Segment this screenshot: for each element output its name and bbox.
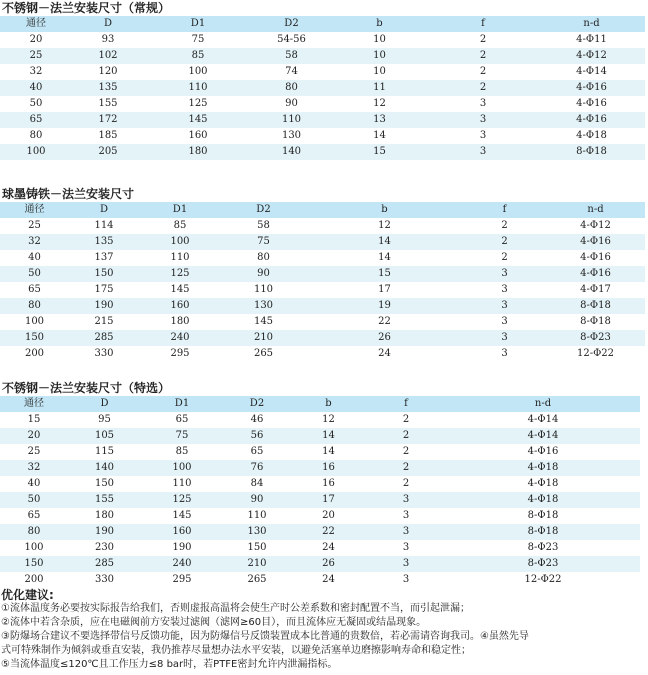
table-cell: 4-Φ16 — [527, 446, 559, 457]
note-line: ③防爆场合建议不要选择带信号反馈功能，因为防爆信号反馈装置成本比普通的贵数倍，若必需请咨询我司。④虽然先导 — [1, 631, 529, 642]
table-cell: 8-Φ18 — [546, 298, 645, 314]
table-cell: 135 — [69, 234, 139, 250]
table-cell: 65 — [0, 112, 72, 128]
table-cell: 3 — [463, 330, 546, 346]
table-cell: 100 — [24, 542, 44, 553]
table-cell: 50 — [29, 98, 43, 109]
table-cell: 190 — [69, 298, 139, 314]
column-header: n-d — [538, 16, 645, 32]
table-cell: 4-Φ18 — [527, 478, 559, 489]
table-cell: 12 — [373, 98, 386, 109]
table-cell: 150 — [0, 556, 68, 572]
table-cell: 76 — [223, 460, 291, 476]
table-cell: 32 — [0, 234, 69, 250]
table-cell: 3 — [366, 524, 446, 540]
flange-table — [0, 396, 640, 588]
column-header: b — [291, 396, 366, 412]
table-cell: 3 — [463, 298, 546, 314]
table-cell: 16 — [291, 460, 366, 476]
table-cell: 110 — [172, 478, 192, 489]
table-row — [0, 80, 645, 96]
table-cell: 14 — [291, 428, 366, 444]
table-cell: 12 — [378, 220, 391, 231]
table-cell: 40 — [28, 252, 41, 263]
table-cell: 20 — [322, 510, 335, 521]
table-cell: 15 — [306, 266, 463, 282]
table-cell: 24 — [322, 574, 335, 585]
table-cell: 110 — [170, 252, 190, 263]
table-cell: 190 — [68, 524, 141, 540]
table-cell: 4-Φ11 — [576, 34, 607, 45]
table-row — [0, 218, 645, 234]
table-cell: 84 — [250, 478, 264, 489]
table-cell: 14 — [373, 130, 386, 141]
table-cell: 140 — [68, 460, 141, 476]
table-cell: 25 — [27, 446, 41, 457]
table-cell: 8-Φ18 — [538, 144, 645, 160]
table-header-row — [0, 202, 645, 218]
column-header: f — [463, 202, 546, 218]
table-cell: 3 — [501, 348, 508, 359]
table-cell: 22 — [378, 316, 391, 327]
column-header: D — [72, 16, 144, 32]
column-header: n-d — [546, 202, 645, 218]
table-cell: 110 — [144, 80, 252, 96]
table-cell: 12 — [322, 414, 335, 425]
table-cell: 75 — [191, 34, 205, 45]
table-cell: 12-Φ22 — [524, 574, 562, 585]
table-cell: 2 — [366, 460, 446, 476]
table-cell: 190 — [172, 542, 192, 553]
table-row — [0, 540, 640, 556]
table-cell: 65 — [175, 414, 189, 425]
table-cell: 205 — [72, 144, 144, 160]
table-cell: 295 — [172, 574, 192, 585]
table-cell: 80 — [29, 130, 43, 141]
table-cell: 145 — [253, 316, 274, 327]
table-row — [0, 96, 645, 112]
column-header: D2 — [223, 396, 291, 412]
table-cell: 2 — [501, 220, 508, 231]
table-cell: 10 — [373, 66, 386, 77]
table-cell: 3 — [402, 574, 410, 585]
table-cell: 4-Φ14 — [527, 414, 559, 425]
column-header: 通径 — [0, 396, 68, 412]
table-cell: 3 — [366, 492, 446, 508]
table-cell: 105 — [68, 428, 141, 444]
table-cell: 4-Φ16 — [580, 252, 611, 263]
table-cell: 100 — [0, 144, 72, 160]
table-cell: 130 — [223, 524, 291, 540]
table-cell: 125 — [141, 492, 223, 508]
table-cell: 4-Φ12 — [538, 48, 645, 64]
table-cell: 8-Φ23 — [546, 330, 645, 346]
table-cell: 3 — [479, 130, 487, 141]
table-row — [0, 298, 645, 314]
section-title: 不锈钢－法兰安装尺寸（特选） — [2, 381, 171, 395]
note-line: 式可特殊制作为倾斜或垂直安装，我仍推荐尽量想办法水平安装，以避免活塞单边磨擦影响寿命和稳定性； — [1, 645, 471, 656]
table-cell: 8-Φ18 — [446, 524, 640, 540]
table-cell: 58 — [257, 220, 270, 231]
section-title: 不锈钢－法兰安装尺寸（常规） — [2, 1, 171, 15]
flange-table-stainless-standard — [0, 0, 645, 160]
table-cell: 65 — [250, 446, 264, 457]
table-cell: 15 — [27, 414, 41, 425]
column-header: 通径 — [0, 16, 72, 32]
table-cell: 330 — [94, 348, 114, 359]
table-cell: 200 — [24, 348, 45, 359]
table-cell: 3 — [479, 98, 487, 109]
table-cell: 95 — [98, 414, 111, 425]
table-cell: 150 — [94, 478, 115, 489]
table-cell: 26 — [306, 330, 463, 346]
table-row — [0, 250, 645, 266]
table-cell: 160 — [141, 524, 223, 540]
table-cell: 210 — [221, 330, 306, 346]
table-cell: 50 — [0, 266, 69, 282]
table-row — [0, 346, 645, 362]
table-cell: 180 — [94, 510, 115, 521]
table-cell: 25 — [28, 220, 41, 231]
table-row — [0, 48, 645, 64]
table-cell: 110 — [253, 284, 274, 295]
table-cell: 160 — [188, 130, 208, 141]
table-cell: 115 — [94, 446, 115, 457]
table-row — [0, 524, 640, 540]
note-line: ⑤当流体温度≤120℃且工作压力≤8 bar时，若PTFE密封允许内泄漏指标。 — [1, 659, 338, 670]
column-header: D — [68, 396, 141, 412]
table-cell: 155 — [98, 98, 118, 109]
table-cell: 4-Φ14 — [446, 428, 640, 444]
table-cell: 200 — [24, 574, 44, 585]
table-cell: 4-Φ16 — [546, 266, 645, 282]
table-row — [0, 144, 645, 160]
table-cell: 150 — [69, 266, 139, 282]
table-cell: 3 — [463, 266, 546, 282]
optimization-notes — [0, 588, 648, 672]
table-cell: 3 — [428, 112, 538, 128]
table-cell: 10 — [331, 48, 428, 64]
table-cell: 10 — [373, 34, 386, 45]
table-cell: 125 — [139, 266, 221, 282]
table-cell: 4-Φ12 — [580, 220, 611, 231]
column-header: f — [428, 16, 538, 32]
table-cell: 14 — [378, 252, 391, 263]
table-cell: 3 — [402, 542, 410, 553]
table-cell: 40 — [27, 478, 41, 489]
table-cell: 26 — [291, 556, 366, 572]
flange-table-ductile-iron — [0, 186, 645, 362]
column-header: D1 — [144, 16, 252, 32]
table-cell: 230 — [94, 542, 115, 553]
flange-table-stainless-special — [0, 380, 640, 588]
table-row — [0, 112, 645, 128]
table-cell: 114 — [94, 220, 114, 231]
table-cell: 20 — [29, 34, 43, 45]
table-cell: 13 — [331, 112, 428, 128]
table-cell: 4-Φ16 — [538, 112, 645, 128]
column-header: 通径 — [0, 202, 69, 218]
table-cell: 137 — [94, 252, 114, 263]
table-row — [0, 492, 640, 508]
table-cell: 2 — [463, 234, 546, 250]
table-cell: 54-56 — [277, 34, 306, 45]
table-cell: 240 — [141, 556, 223, 572]
table-cell: 25 — [0, 48, 72, 64]
table-cell: 130 — [281, 130, 302, 141]
table-cell: 80 — [252, 80, 331, 96]
table-cell: 2 — [402, 446, 410, 457]
table-cell: 14 — [306, 234, 463, 250]
table-cell: 2 — [366, 428, 446, 444]
table-cell: 75 — [141, 428, 223, 444]
table-row — [0, 428, 640, 444]
table-cell: 150 — [0, 330, 69, 346]
table-cell: 2 — [501, 252, 508, 263]
table-row — [0, 282, 645, 298]
table-cell: 155 — [68, 492, 141, 508]
note-line: ①流体温度务必要按实际报告给我们，否则虚报高温将会使生产时公差系数和密封配置不当，而引起泄漏； — [1, 603, 470, 614]
table-cell: 24 — [378, 348, 391, 359]
column-header: n-d — [446, 396, 640, 412]
table-cell: 285 — [69, 330, 139, 346]
table-cell: 8-Φ18 — [527, 510, 559, 521]
table-cell: 2 — [428, 80, 538, 96]
table-row — [0, 330, 645, 346]
table-cell: 74 — [285, 66, 298, 77]
table-cell: 145 — [170, 284, 190, 295]
table-header-row — [0, 16, 645, 32]
table-cell: 175 — [94, 284, 114, 295]
table-cell: 3 — [402, 510, 410, 521]
table-cell: 4-Φ18 — [446, 492, 640, 508]
table-row — [0, 266, 645, 282]
table-cell: 4-Φ14 — [576, 66, 607, 77]
table-cell: 2 — [428, 48, 538, 64]
flange-table — [0, 16, 645, 160]
table-cell: 185 — [98, 130, 118, 141]
table-cell: 4-Φ18 — [446, 460, 640, 476]
table-cell: 24 — [322, 542, 335, 553]
table-cell: 56 — [223, 428, 291, 444]
table-cell: 2 — [402, 414, 410, 425]
table-cell: 85 — [144, 48, 252, 64]
table-cell: 125 — [188, 98, 208, 109]
table-cell: 50 — [0, 492, 68, 508]
table-cell: 135 — [72, 80, 144, 96]
table-cell: 16 — [322, 478, 335, 489]
table-cell: 19 — [306, 298, 463, 314]
table-cell: 11 — [331, 80, 428, 96]
table-cell: 160 — [139, 298, 221, 314]
table-cell: 102 — [72, 48, 144, 64]
table-cell: 3 — [501, 284, 508, 295]
table-cell: 120 — [98, 66, 118, 77]
table-cell: 295 — [170, 348, 190, 359]
table-row — [0, 572, 640, 588]
column-header: D2 — [221, 202, 306, 218]
table-cell: 172 — [72, 112, 144, 128]
table-cell: 90 — [285, 98, 298, 109]
table-cell: 80 — [0, 524, 68, 540]
table-cell: 330 — [94, 574, 115, 585]
table-cell: 17 — [291, 492, 366, 508]
column-header: f — [366, 396, 446, 412]
table-cell: 2 — [479, 34, 487, 45]
table-row — [0, 412, 640, 428]
table-cell: 32 — [29, 66, 43, 77]
flange-table — [0, 202, 645, 362]
table-cell: 140 — [252, 144, 331, 160]
table-cell: 4-Φ16 — [546, 234, 645, 250]
table-cell: 240 — [139, 330, 221, 346]
column-header: D2 — [252, 16, 331, 32]
table-cell: 100 — [141, 460, 223, 476]
table-cell: 285 — [68, 556, 141, 572]
table-cell: 100 — [188, 66, 208, 77]
table-cell: 145 — [144, 112, 252, 128]
note-line: ②流体中若含杂质，应在电磁阀前方安装过滤阀（滤网≥60目），而且流体应无凝固或结晶现象。 — [1, 617, 427, 628]
table-cell: 180 — [144, 144, 252, 160]
table-cell: 3 — [366, 556, 446, 572]
table-cell: 2 — [479, 66, 487, 77]
table-cell: 85 — [175, 446, 189, 457]
section-title: 球墨铸铁－法兰安装尺寸 — [2, 187, 135, 201]
table-cell: 4-Φ18 — [576, 130, 607, 141]
table-cell: 8-Φ18 — [580, 316, 611, 327]
table-row — [0, 460, 640, 476]
table-cell: 265 — [253, 348, 274, 359]
table-row — [0, 476, 640, 492]
table-cell: 4-Φ16 — [538, 80, 645, 96]
table-cell: 17 — [378, 284, 391, 295]
table-row — [0, 128, 645, 144]
table-cell: 22 — [291, 524, 366, 540]
table-cell: 14 — [322, 446, 335, 457]
table-cell: 110 — [252, 112, 331, 128]
table-cell: 3 — [501, 316, 508, 327]
table-row — [0, 234, 645, 250]
table-cell: 90 — [223, 492, 291, 508]
table-row — [0, 508, 640, 524]
column-header: b — [306, 202, 463, 218]
table-cell: 65 — [28, 284, 41, 295]
column-header: D — [69, 202, 139, 218]
table-cell: 90 — [221, 266, 306, 282]
table-row — [0, 314, 645, 330]
column-header: b — [331, 16, 428, 32]
table-cell: 150 — [247, 542, 267, 553]
table-cell: 2 — [402, 478, 410, 489]
table-cell: 4-Φ17 — [580, 284, 611, 295]
table-cell: 12-Φ22 — [576, 348, 615, 359]
table-cell: 65 — [27, 510, 41, 521]
table-cell: 15 — [331, 144, 428, 160]
table-cell: 46 — [250, 414, 264, 425]
table-row — [0, 64, 645, 80]
table-cell: 3 — [428, 144, 538, 160]
table-cell: 215 — [94, 316, 114, 327]
column-header: D1 — [141, 396, 223, 412]
table-cell: 40 — [0, 80, 72, 96]
table-cell: 8-Φ23 — [527, 542, 559, 553]
table-cell: 85 — [173, 220, 187, 231]
table-cell: 93 — [101, 34, 115, 45]
table-cell: 4-Φ16 — [576, 98, 607, 109]
table-row — [0, 32, 645, 48]
table-cell: 32 — [0, 460, 68, 476]
table-cell: 180 — [170, 316, 190, 327]
table-cell: 8-Φ23 — [446, 556, 640, 572]
table-row — [0, 556, 640, 572]
table-cell: 80 — [257, 252, 270, 263]
table-cell: 210 — [223, 556, 291, 572]
table-row — [0, 444, 640, 460]
table-cell: 130 — [221, 298, 306, 314]
table-cell: 265 — [247, 574, 267, 585]
table-cell: 20 — [0, 428, 68, 444]
table-header-row — [0, 396, 640, 412]
table-cell: 75 — [221, 234, 306, 250]
column-header: D1 — [139, 202, 221, 218]
table-cell: 80 — [0, 298, 69, 314]
table-cell: 110 — [247, 510, 267, 521]
notes-title: 优化建议: — [1, 588, 54, 602]
table-cell: 58 — [252, 48, 331, 64]
table-cell: 100 — [139, 234, 221, 250]
table-cell: 100 — [24, 316, 45, 327]
table-cell: 145 — [172, 510, 192, 521]
